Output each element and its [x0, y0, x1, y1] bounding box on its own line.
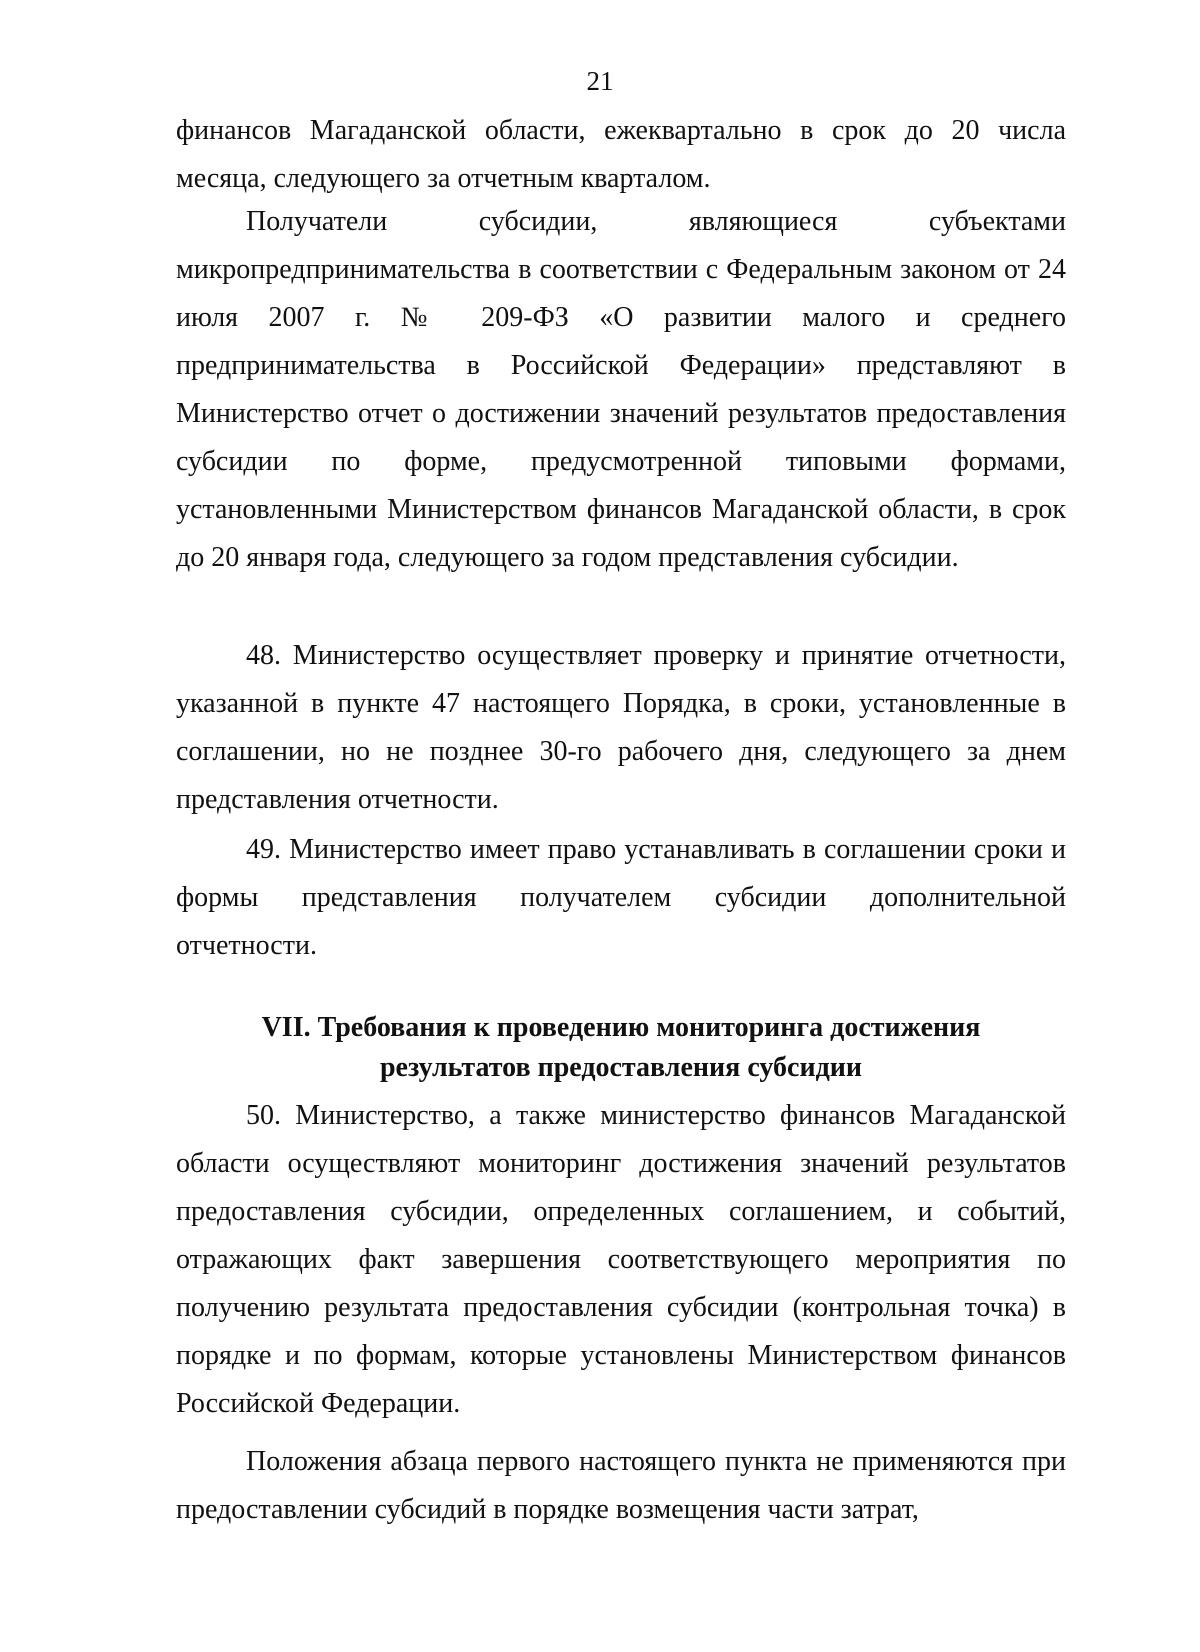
paragraph-provisions: Положения абзаца первого настоящего пункта не применяются при предоставлении субсидий в порядке возмещения части затрат,	[176, 1446, 1066, 1525]
section-heading-line-2: результатов предоставления субсидии	[379, 1052, 863, 1083]
page-number: 21	[586, 66, 614, 96]
section-heading-line-1: VII. Требования к проведению мониторинга достижения	[261, 1012, 981, 1043]
paragraph-48: 48. Министерство осуществляет проверку и принятие отчетности, указанной в пункте 47 настоящего Порядка, в сроки, установленные в соглашении, но не позднее 30-го рабочего дня, следующего за днем представления отчетности.	[176, 640, 1066, 815]
paragraph-continuation: финансов Магаданской области, ежеквартально в срок до 20 числа месяца, следующего за отчетным кварталом.	[176, 115, 1066, 194]
section-heading-vii	[176, 1008, 1066, 1088]
paragraph-49: 49. Министерство имеет право устанавливать в соглашении сроки и формы представления получателем субсидии дополнительной отчетности.	[176, 834, 1066, 961]
paragraph-50: 50. Министерство, а также министерство финансов Магаданской области осуществляют мониторинг достижения значений результатов предоставления субсидии, определенных соглашением, и событий, отражающих факт завершения соответствующего мероприятия по получению результата предоставления субсидии (контрольная точка) в порядке и по формам, которые установлены Министерством финансов Российской Федерации.	[176, 1100, 1066, 1419]
paragraph-micro-entrepreneurs-report: Получатели субсидии, являющиеся субъектами микропредпринимательства в соответствии с Федеральным законом от 24 июля 2007 г. № 209-ФЗ «О развитии малого и среднего предпринимательства в Российской Федерации» представляют в Министерство отчет о достижении значений результатов предоставления субсидии по форме, предусмотренной типовыми формами, установленными Министерством финансов Магаданской области, в срок до 20 января года, следующего за годом представления субсидии.	[176, 206, 1066, 573]
